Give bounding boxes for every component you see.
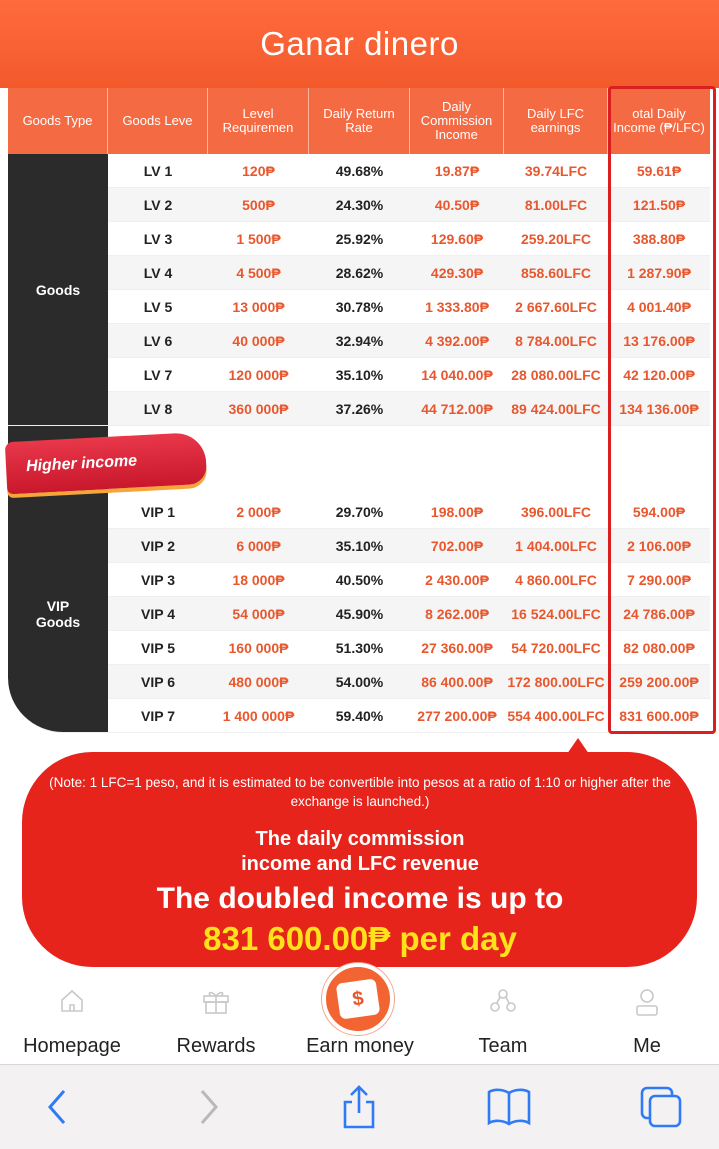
cell-comm: 1 333.80₱ [410, 290, 504, 324]
cell-lfc: 16 524.00LFC [504, 597, 608, 631]
income-table [8, 88, 710, 733]
table-row [8, 324, 710, 358]
cell-lfc: 554 400.00LFC [504, 699, 608, 733]
back-button[interactable] [32, 1085, 82, 1129]
earn-money-button[interactable] [322, 963, 394, 1035]
goods-type-cell [8, 154, 108, 426]
cell-level: LV 8 [108, 392, 208, 426]
share-icon [339, 1085, 379, 1129]
gift-icon [201, 987, 231, 1022]
cell-lfc: 396.00LFC [504, 495, 608, 529]
table-header-row [8, 88, 710, 154]
cell-comm: 14 040.00₱ [410, 358, 504, 392]
cell-lfc: 54 720.00LFC [504, 631, 608, 665]
nav-label-me: Me [633, 1035, 661, 1057]
header-total-daily-income: otal Daily Income (₱/LFC) [608, 88, 710, 154]
cell-rate: 29.70% [309, 495, 410, 529]
cell-level: LV 4 [108, 256, 208, 290]
cell-req: 2 000₱ [208, 495, 309, 529]
cell-total: 1 287.90₱ [608, 256, 710, 290]
cell-rate: 49.68% [309, 154, 410, 188]
cell-level: LV 7 [108, 358, 208, 392]
table-row [8, 392, 710, 426]
cell-total: 121.50₱ [608, 188, 710, 222]
tabs-icon [639, 1085, 683, 1129]
home-icon [58, 987, 86, 1022]
cell-req: 6 000₱ [208, 529, 309, 563]
cell-lfc: 259.20LFC [504, 222, 608, 256]
header-goods-level: Goods Leve [108, 88, 208, 154]
cell-comm: 40.50₱ [410, 188, 504, 222]
cell-req: 54 000₱ [208, 597, 309, 631]
cell-comm: 198.00₱ [410, 495, 504, 529]
cell-req: 120₱ [208, 154, 309, 188]
browser-toolbar [0, 1064, 719, 1149]
table-row [8, 358, 710, 392]
cell-rate: 25.92% [309, 222, 410, 256]
money-bag-icon [336, 978, 381, 1019]
nav-homepage[interactable] [2, 975, 142, 1063]
cell-total: 7 290.00₱ [608, 563, 710, 597]
team-icon [488, 987, 518, 1022]
nav-label-rewards: Rewards [176, 1035, 256, 1057]
cell-total: 2 106.00₱ [608, 529, 710, 563]
cell-comm: 44 712.00₱ [410, 392, 504, 426]
table-row [8, 495, 710, 529]
cell-req: 500₱ [208, 188, 309, 222]
cell-req: 40 000₱ [208, 324, 309, 358]
cell-lfc: 858.60LFC [504, 256, 608, 290]
table-row [8, 222, 710, 256]
nav-label-team: Team [478, 1035, 528, 1057]
cell-total: 4 001.40₱ [608, 290, 710, 324]
cell-req: 4 500₱ [208, 256, 309, 290]
cell-req: 480 000₱ [208, 665, 309, 699]
cell-total: 42 120.00₱ [608, 358, 710, 392]
cell-comm: 27 360.00₱ [410, 631, 504, 665]
cell-lfc: 89 424.00LFC [504, 392, 608, 426]
cell-level: LV 5 [108, 290, 208, 324]
cell-level: VIP 6 [108, 665, 208, 699]
cell-total: 24 786.00₱ [608, 597, 710, 631]
header-daily-lfc: Daily LFC earnings [504, 88, 608, 154]
cell-rate: 54.00% [309, 665, 410, 699]
chevron-left-icon [44, 1087, 70, 1127]
cell-total: 831 600.00₱ [608, 699, 710, 733]
vip-type-label-2: Goods [35, 613, 81, 630]
header-goods-type: Goods Type [8, 88, 108, 154]
cell-req: 1 500₱ [208, 222, 309, 256]
promo-subtitle-line-2: income and LFC revenue [241, 853, 479, 875]
tabs-button[interactable] [636, 1085, 686, 1129]
cell-comm: 429.30₱ [410, 256, 504, 290]
promo-subtitle-line-1: The daily commission [255, 828, 465, 850]
cell-lfc: 4 860.00LFC [504, 563, 608, 597]
cell-lfc: 39.74LFC [504, 154, 608, 188]
cell-req: 13 000₱ [208, 290, 309, 324]
page-header [0, 0, 719, 88]
share-button[interactable] [334, 1085, 384, 1129]
cell-total: 388.80₱ [608, 222, 710, 256]
nav-team[interactable] [433, 975, 573, 1063]
bookmarks-button[interactable] [484, 1085, 534, 1129]
cell-total: 259 200.00₱ [608, 665, 710, 699]
cell-total: 59.61₱ [608, 154, 710, 188]
cell-level: VIP 4 [108, 597, 208, 631]
cell-req: 160 000₱ [208, 631, 309, 665]
cell-lfc: 172 800.00LFC [504, 665, 608, 699]
vip-type-label-1: VIP [46, 597, 70, 614]
cell-rate: 45.90% [309, 597, 410, 631]
cell-rate: 30.78% [309, 290, 410, 324]
table-row [8, 290, 710, 324]
table-row [8, 665, 710, 699]
cell-comm: 277 200.00₱ [410, 699, 504, 733]
page-title: Ganar dinero [260, 25, 459, 62]
user-icon [633, 987, 661, 1024]
cell-rate: 32.94% [309, 324, 410, 358]
cell-rate: 40.50% [309, 563, 410, 597]
nav-rewards[interactable] [146, 975, 286, 1063]
header-level-requirement: Level Requiremen [208, 88, 309, 154]
cell-rate: 28.62% [309, 256, 410, 290]
table-row [8, 563, 710, 597]
cell-level: VIP 1 [108, 495, 208, 529]
cell-level: LV 6 [108, 324, 208, 358]
higher-income-ribbon [5, 432, 207, 494]
cell-level: LV 2 [108, 188, 208, 222]
cell-total: 13 176.00₱ [608, 324, 710, 358]
vip-goods-type-cell [8, 495, 108, 733]
table-row [8, 154, 710, 188]
cell-req: 1 400 000₱ [208, 699, 309, 733]
nav-me[interactable] [577, 975, 717, 1063]
cell-rate: 24.30% [309, 188, 410, 222]
table-row [8, 631, 710, 665]
cell-level: VIP 2 [108, 529, 208, 563]
cell-rate: 59.40% [309, 699, 410, 733]
table-row [8, 529, 710, 563]
table-row [8, 256, 710, 290]
table-row [8, 597, 710, 631]
cell-lfc: 2 667.60LFC [504, 290, 608, 324]
cell-comm: 2 430.00₱ [410, 563, 504, 597]
cell-level: VIP 5 [108, 631, 208, 665]
cell-total: 82 080.00₱ [608, 631, 710, 665]
cell-comm: 129.60₱ [410, 222, 504, 256]
nav-label-earn-money: Earn money [306, 1035, 414, 1057]
cell-comm: 86 400.00₱ [410, 665, 504, 699]
cell-level: VIP 7 [108, 699, 208, 733]
chevron-right-icon [196, 1087, 222, 1127]
cell-rate: 51.30% [309, 631, 410, 665]
cell-req: 120 000₱ [208, 358, 309, 392]
cell-total: 594.00₱ [608, 495, 710, 529]
table-row [8, 188, 710, 222]
cell-req: 18 000₱ [208, 563, 309, 597]
cell-comm: 8 262.00₱ [410, 597, 504, 631]
nav-label-homepage: Homepage [23, 1035, 121, 1057]
table-row [8, 699, 710, 733]
cell-lfc: 1 404.00LFC [504, 529, 608, 563]
cell-comm: 19.87₱ [410, 154, 504, 188]
header-daily-return-rate: Daily Return Rate [309, 88, 410, 154]
cell-lfc: 8 784.00LFC [504, 324, 608, 358]
promo-headline: The doubled income is up to [156, 882, 564, 915]
cell-level: LV 3 [108, 222, 208, 256]
cell-total: 134 136.00₱ [608, 392, 710, 426]
earn-glyph: $ [350, 986, 365, 1011]
cell-level: LV 1 [108, 154, 208, 188]
ribbon-label: Higher income [25, 452, 138, 476]
cell-rate: 35.10% [309, 358, 410, 392]
cell-comm: 702.00₱ [410, 529, 504, 563]
book-icon [486, 1087, 532, 1127]
promo-amount: 831 600.00₱ per day [203, 920, 517, 957]
header-daily-commission: Daily Commission Income [410, 88, 504, 154]
income-table-wrap [8, 88, 718, 733]
cell-level: VIP 3 [108, 563, 208, 597]
cell-rate: 37.26% [309, 392, 410, 426]
cell-rate: 35.10% [309, 529, 410, 563]
cell-req: 360 000₱ [208, 392, 309, 426]
promo-subtitle [40, 827, 680, 877]
cell-comm: 4 392.00₱ [410, 324, 504, 358]
cell-lfc: 28 080.00LFC [504, 358, 608, 392]
goods-type-label: Goods [35, 281, 81, 298]
forward-button[interactable] [184, 1085, 234, 1129]
cell-lfc: 81.00LFC [504, 188, 608, 222]
promo-note: (Note: 1 LFC=1 peso, and it is estimated to be convertible into pesos at a ratio of 1:10 or higher after the exchange is launched.) [49, 775, 671, 809]
